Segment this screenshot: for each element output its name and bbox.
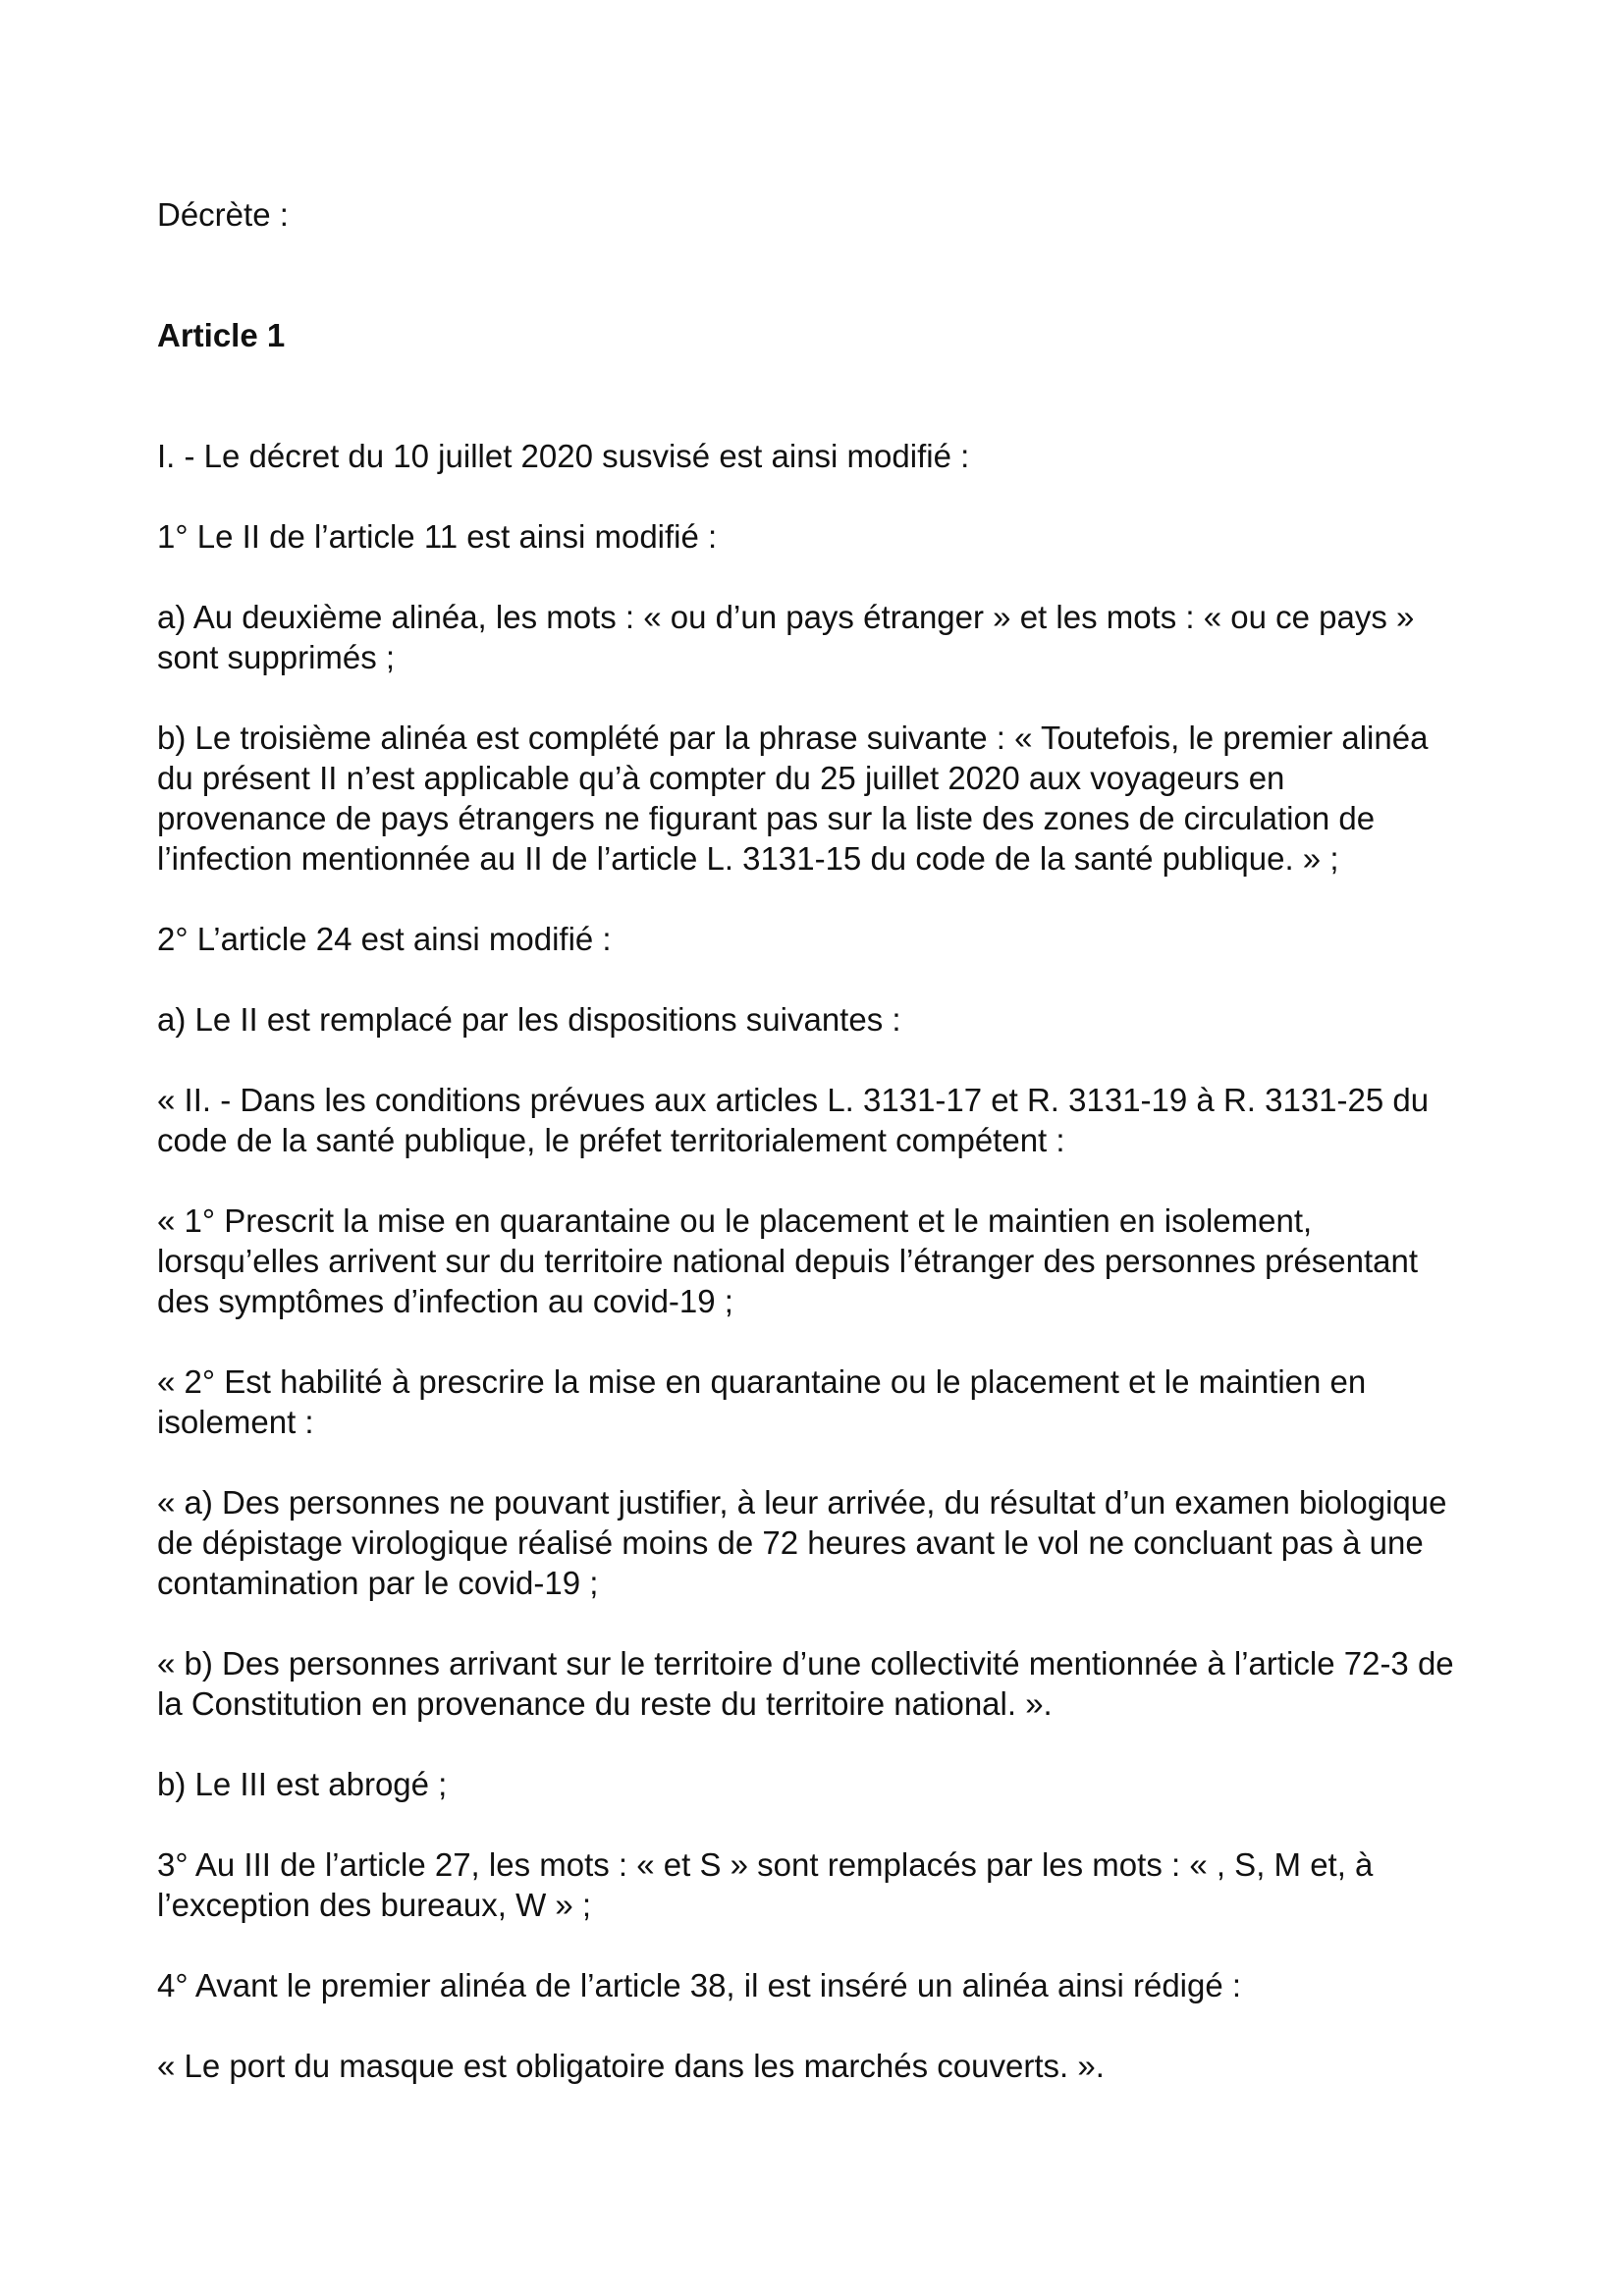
paragraph-line: « 2° Est habilité à prescrire la mise en quarantaine ou le placement et le maintien en: [157, 1363, 1367, 1400]
paragraph-line: « 1° Prescrit la mise en quarantaine ou le placement et le maintien en isolement,: [157, 1202, 1313, 1239]
paragraph-line: contamination par le covid-19 ;: [157, 1565, 599, 1601]
paragraph-12: [157, 1764, 1492, 1804]
paragraph-line: la Constitution en provenance du reste du territoire national. ».: [157, 1685, 1053, 1722]
paragraph-6: [157, 999, 1492, 1040]
paragraph-line: « Le port du masque est obligatoire dans les marchés couverts. ».: [157, 2048, 1105, 2084]
paragraph-line: 2° L’article 24 est ainsi modifié :: [157, 921, 612, 957]
paragraph-line: 3° Au III de l’article 27, les mots : « et S » sont remplacés par les mots : « , S, M et, à: [157, 1846, 1374, 1883]
article-title: Article 1: [157, 317, 286, 353]
paragraph-line: provenance de pays étrangers ne figurant pas sur la liste des zones de circulation de: [157, 800, 1376, 836]
paragraph-11: [157, 1643, 1492, 1724]
paragraph-14: [157, 1965, 1492, 2005]
paragraph-line: du présent II n’est applicable qu’à compter du 25 juillet 2020 aux voyageurs en: [157, 760, 1285, 796]
paragraph-line: « a) Des personnes ne pouvant justifier, à leur arrivée, du résultat d’un examen biologique: [157, 1484, 1447, 1521]
paragraph-line: « b) Des personnes arrivant sur le territoire d’une collectivité mentionnée à l’article 72-3 de: [157, 1645, 1454, 1682]
paragraph-line: lorsqu’elles arrivent sur du territoire national depuis l’étranger des personnes présentant: [157, 1243, 1419, 1279]
paragraph-2: [157, 516, 1492, 557]
paragraph-line: l’exception des bureaux, W » ;: [157, 1887, 592, 1923]
paragraph-line: l’infection mentionnée au II de l’article L. 3131-15 du code de la santé publique. » ;: [157, 840, 1339, 877]
paragraph-5: [157, 919, 1492, 959]
paragraph-7: [157, 1080, 1492, 1160]
decrete-text: Décrète :: [157, 196, 289, 233]
paragraph-9: [157, 1362, 1492, 1442]
paragraph-4: [157, 718, 1492, 879]
paragraph-line: I. - Le décret du 10 juillet 2020 susvisé est ainsi modifié :: [157, 438, 970, 474]
paragraph-line: a) Au deuxième alinéa, les mots : « ou d’un pays étranger » et les mots : « ou ce pays »: [157, 599, 1415, 635]
paragraph-13: [157, 1844, 1492, 1925]
paragraph-1: [157, 436, 1492, 476]
paragraph-line: des symptômes d’infection au covid-19 ;: [157, 1283, 733, 1319]
paragraph-line: 4° Avant le premier alinéa de l’article 38, il est inséré un alinéa ainsi rédigé :: [157, 1967, 1242, 2003]
paragraph-line: « II. - Dans les conditions prévues aux articles L. 3131-17 et R. 3131-19 à R. 3131-25 du: [157, 1082, 1430, 1118]
paragraph-line: b) Le III est abrogé ;: [157, 1766, 448, 1802]
paragraph-line: isolement :: [157, 1404, 314, 1440]
paragraph-line: code de la santé publique, le préfet territorialement compétent :: [157, 1122, 1065, 1158]
paragraph-line: sont supprimés ;: [157, 639, 396, 675]
paragraph-line: 1° Le II de l’article 11 est ainsi modifié :: [157, 518, 718, 555]
paragraph-line: b) Le troisième alinéa est complété par la phrase suivante : « Toutefois, le premier alinéa: [157, 720, 1429, 756]
document-page: [157, 194, 1492, 2126]
paragraph-line: a) Le II est remplacé par les dispositions suivantes :: [157, 1001, 901, 1038]
paragraph-8: [157, 1201, 1492, 1321]
paragraph-3: [157, 597, 1492, 677]
paragraph-15: [157, 2046, 1492, 2086]
paragraph-10: [157, 1482, 1492, 1603]
paragraph-line: de dépistage virologique réalisé moins de 72 heures avant le vol ne concluant pas à une: [157, 1524, 1424, 1561]
